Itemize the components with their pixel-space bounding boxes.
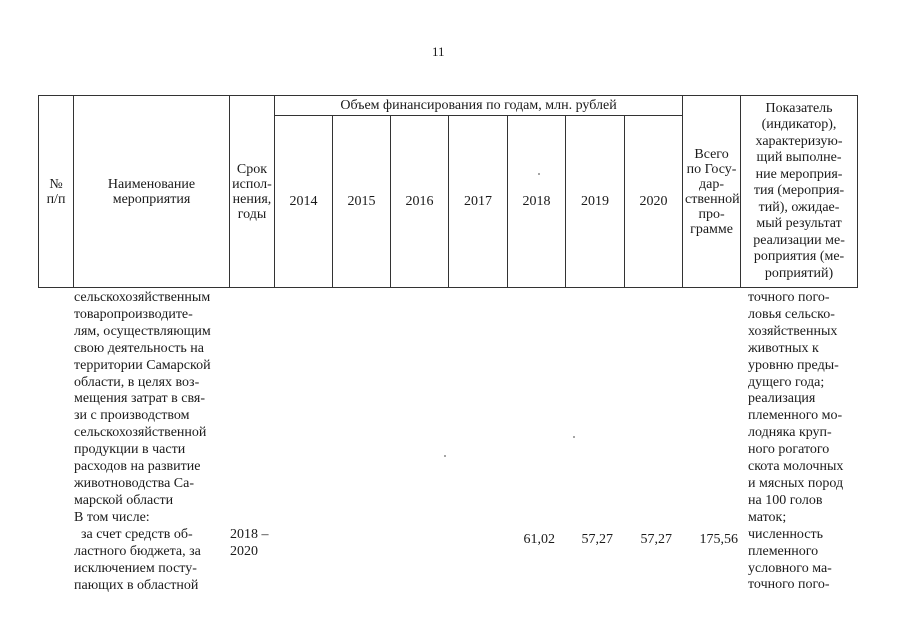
scan-speck (573, 436, 575, 438)
indicator-line: дущего года; (748, 374, 825, 390)
value-2018: 61,02 (523, 532, 555, 547)
indicator-line: условного ма- (748, 560, 832, 576)
activity-name-line: лям, осуществляющим (74, 323, 211, 339)
activity-name-line: животноводства Са- (74, 475, 195, 491)
header-year-2015: 2015 (333, 116, 391, 288)
header-term: Срок испол- нения, годы (230, 96, 275, 288)
value-total: 175,56 (699, 532, 738, 547)
indicator-line: и мясных пород (748, 475, 844, 491)
indicator-line: маток; (748, 509, 787, 525)
activity-name-line: территории Самарской (74, 357, 211, 373)
activity-sub-line: пающих в областной (74, 577, 199, 593)
activity-sub-text (74, 527, 201, 595)
header-table (38, 95, 858, 288)
indicator-line: точного пого- (748, 290, 830, 305)
indicator-line: племенного (748, 543, 819, 559)
header-total: Всего по Госу- дар- ственной про- грамме (683, 96, 741, 288)
activity-name-text (74, 290, 211, 527)
activity-name-line: расходов на развитие (74, 459, 201, 475)
header-year-2016: 2016 (391, 116, 449, 288)
indicator-line: лодняка круп- (748, 425, 832, 441)
header-funding-group: Объем финансирования по годам, млн. рублей (275, 96, 683, 116)
value-2019: 57,27 (581, 532, 613, 547)
header-year-2019: 2019 (566, 116, 625, 288)
indicator-line: на 100 голов (748, 492, 823, 508)
indicator-text (748, 290, 843, 594)
header-indicator: Показатель (индикатор), характеризую- щий выполне- ние мероприя- тия (мероприя- тий), ожидае- мый результат реализации ме- роприятия (ме- роприятий) (741, 96, 858, 288)
indicator-line: уровню преды- (748, 357, 839, 373)
indicator-line: скота молочных (748, 459, 844, 475)
term-value: 2018 – 2020 (230, 527, 269, 559)
activity-name-line: сельскохозяйственным (74, 290, 211, 305)
activity-name-line: В том числе: (74, 509, 150, 525)
activity-name-line: зи с производством (74, 408, 190, 424)
activity-name-line: сельскохозяйственной (74, 425, 207, 441)
indicator-line: животных к (748, 340, 819, 356)
activity-sub-line: ластного бюджета, за (74, 543, 201, 559)
header-year-2018: 2018 (508, 116, 566, 288)
activity-sub-line: за счет средств об- (74, 527, 193, 542)
activity-name-line: мещения затрат в свя- (74, 391, 205, 407)
activity-name-line: области, в целях воз- (74, 374, 200, 390)
header-year-2014: 2014 (275, 116, 333, 288)
scan-speck (538, 173, 540, 175)
indicator-line: хозяйственных (748, 323, 838, 339)
indicator-line: племенного мо- (748, 408, 843, 424)
indicator-line: ного рогатого (748, 442, 830, 458)
activity-sub-line: исключением посту- (74, 560, 197, 576)
header-year-2020: 2020 (625, 116, 683, 288)
indicator-line: численность (748, 526, 823, 542)
activity-name-line: товаропроизводите- (74, 306, 193, 322)
page-number: 11 (432, 44, 445, 59)
indicator-line: реализация (748, 391, 816, 407)
activity-name-line: свою деятельность на (74, 340, 204, 356)
indicator-line: ловья сельско- (748, 306, 835, 322)
indicator-line: точного пого- (748, 577, 830, 593)
activity-name-line: продукции в части (74, 442, 186, 458)
header-no: № п/п (39, 96, 74, 288)
value-2020: 57,27 (640, 532, 672, 547)
header-year-2017: 2017 (449, 116, 508, 288)
scan-speck (444, 455, 446, 457)
header-name: Наименование мероприятия (74, 96, 230, 288)
activity-name-line: марской области (74, 492, 174, 508)
